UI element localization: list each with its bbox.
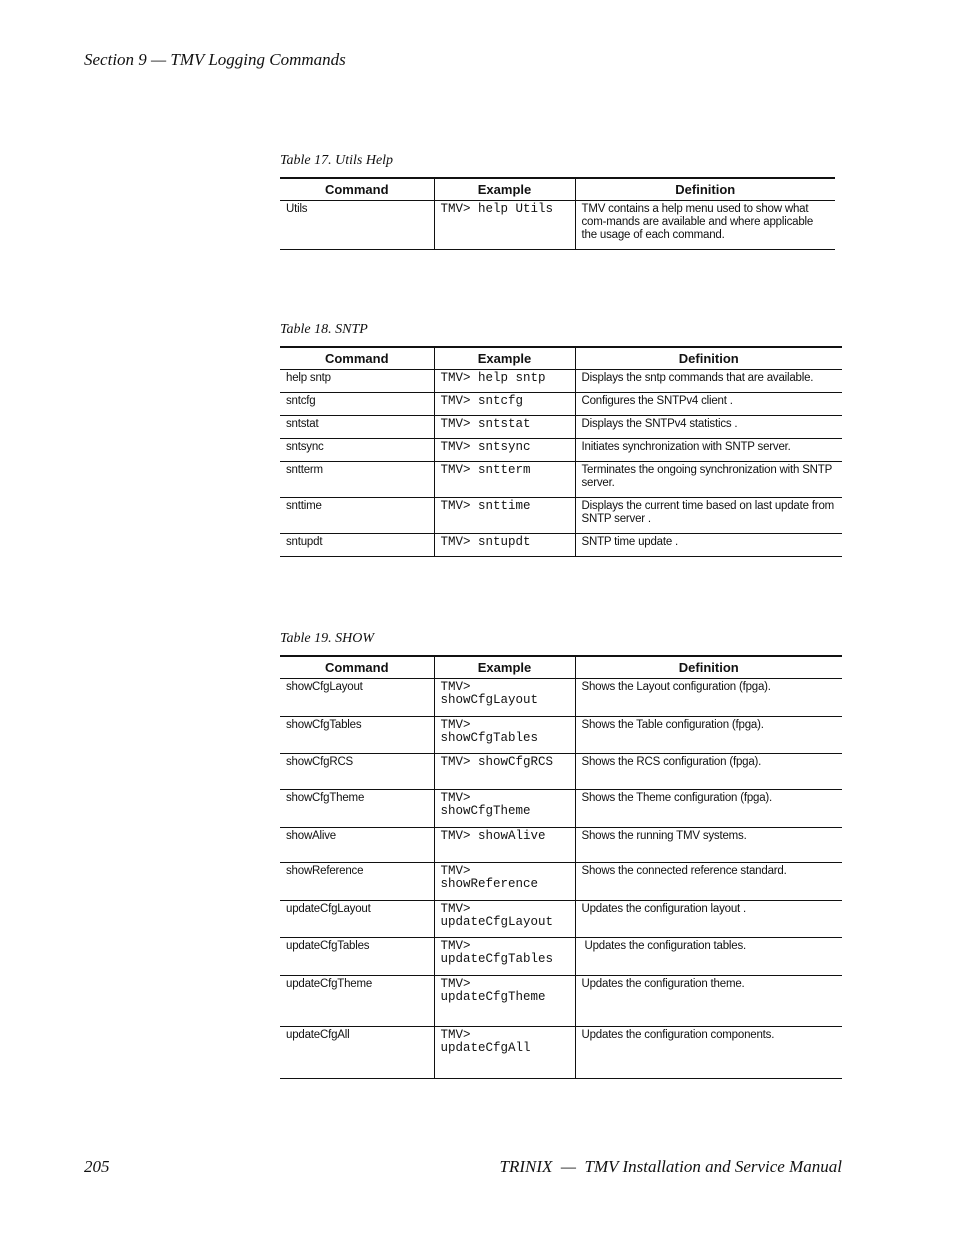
example-cell: TMV> showCfgTables [434,717,575,754]
example-cell: TMV> showCfgTheme [434,790,575,828]
column-header-example: Example [434,656,575,679]
definition-cell: Displays the current time based on last update from SNTP server . [575,498,842,534]
command-cell: Utils [280,201,434,250]
table-row [280,901,842,938]
column-header-example: Example [434,178,575,201]
definition-cell: Initiates synchronization with SNTP server. [575,439,842,462]
command-cell: sntcfg [280,393,434,416]
definition-cell: Shows the RCS configuration (fpga). [575,754,842,790]
example-cell: TMV> help Utils [434,201,575,250]
table-row [280,439,842,462]
table-row [280,462,842,498]
table-row [280,370,842,393]
section-header: Section 9 — TMV Logging Commands [84,50,346,69]
example-cell: TMV> updateCfgAll [434,1027,575,1079]
table-row [280,534,842,557]
definition-cell: Terminates the ongoing synchronization with SNTP server. [575,462,842,498]
command-cell: showReference [280,863,434,901]
definition-cell: Shows the running TMV systems. [575,828,842,863]
definition-cell: Configures the SNTPv4 client . [575,393,842,416]
command-cell: snttime [280,498,434,534]
definition-cell: Displays the sntp commands that are available. [575,370,842,393]
command-cell: help sntp [280,370,434,393]
column-header-command: Command [280,656,434,679]
column-header-definition: Definition [575,347,842,370]
definition-cell: Updates the configuration components. [575,1027,842,1079]
column-header-command: Command [280,178,434,201]
definition-cell: Shows the connected reference standard. [575,863,842,901]
command-cell: sntstat [280,416,434,439]
definition-cell: Updates the configuration theme. [575,976,842,1027]
table-row [280,863,842,901]
table-row [280,1027,842,1079]
definition-cell: Shows the Layout configuration (fpga). [575,679,842,717]
table-row [280,679,842,717]
table-row [280,938,842,976]
example-cell: TMV> sntstat [434,416,575,439]
example-cell: TMV> sntupdt [434,534,575,557]
example-cell: TMV> updateCfgLayout [434,901,575,938]
table-row [280,976,842,1027]
example-cell: TMV> updateCfgTables [434,938,575,976]
command-cell: sntterm [280,462,434,498]
table-row [280,790,842,828]
example-cell: TMV> sntsync [434,439,575,462]
example-cell: TMV> showReference [434,863,575,901]
command-cell: showCfgTheme [280,790,434,828]
column-header-definition: Definition [575,656,842,679]
table-caption: Table 18. SNTP [280,322,368,337]
table-caption: Table 17. Utils Help [280,153,394,168]
definition-cell: Shows the Table configuration (fpga). [575,717,842,754]
page-number: 205 [84,1157,110,1176]
example-cell: TMV> sntcfg [434,393,575,416]
command-cell: showCfgLayout [280,679,434,717]
table-row [280,828,842,863]
sntp-table [280,346,842,557]
example-cell: TMV> snttime [434,498,575,534]
command-cell: sntsync [280,439,434,462]
table-caption: Table 19. SHOW [280,631,374,646]
definition-cell: TMV contains a help menu used to show what com-mands are available and where applicable the usage of each command. [575,201,835,250]
definition-cell: Shows the Theme configuration (fpga). [575,790,842,828]
command-cell: updateCfgTables [280,938,434,976]
table-row [280,201,835,250]
table-row [280,393,842,416]
definition-cell: SNTP time update . [575,534,842,557]
example-cell: TMV> showCfgRCS [434,754,575,790]
command-cell: updateCfgAll [280,1027,434,1079]
table-row [280,717,842,754]
command-cell: showCfgRCS [280,754,434,790]
column-header-command: Command [280,347,434,370]
utils-help-table [280,177,835,250]
command-cell: updateCfgLayout [280,901,434,938]
example-cell: TMV> updateCfgTheme [434,976,575,1027]
table-row [280,754,842,790]
command-cell: updateCfgTheme [280,976,434,1027]
column-header-definition: Definition [575,178,835,201]
command-cell: showCfgTables [280,717,434,754]
definition-cell: Updates the configuration layout . [575,901,842,938]
definition-cell: Updates the configuration tables. [575,938,842,976]
example-cell: TMV> showCfgLayout [434,679,575,717]
table-row [280,416,842,439]
definition-cell: Displays the SNTPv4 statistics . [575,416,842,439]
show-table [280,655,842,1079]
command-cell: sntupdt [280,534,434,557]
column-header-example: Example [434,347,575,370]
example-cell: TMV> help sntp [434,370,575,393]
example-cell: TMV> sntterm [434,462,575,498]
example-cell: TMV> showAlive [434,828,575,863]
table-row [280,498,842,534]
command-cell: showAlive [280,828,434,863]
manual-title: TRINIX — TMV Installation and Service Manual [499,1157,842,1176]
